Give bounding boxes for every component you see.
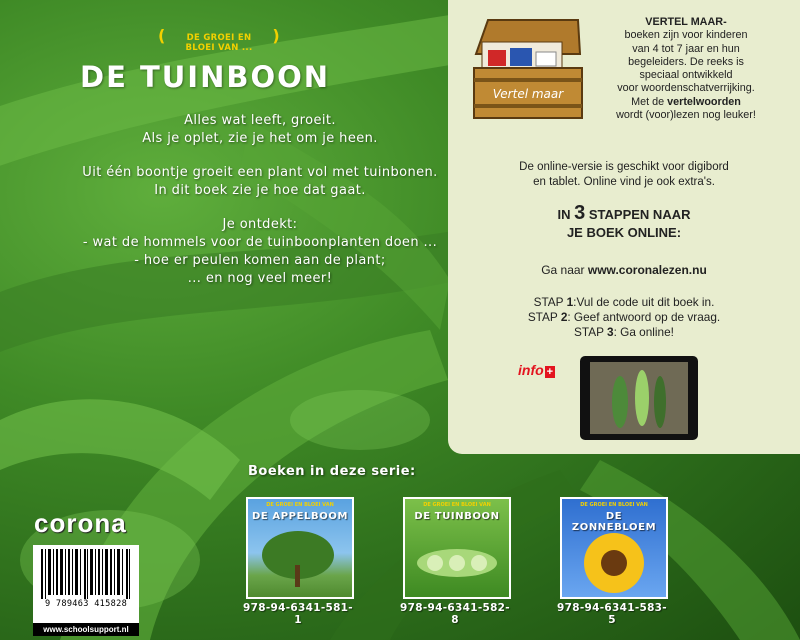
blurb-line: Je ontdekt: (222, 217, 298, 232)
blurb-paragraph-1 (0, 112, 520, 148)
corona-logo: corona (34, 508, 127, 538)
vertel-maar-description (586, 16, 786, 122)
series-tag: ( DE GROEI EN BLOEI VAN ... ) (158, 26, 280, 53)
blurb-line: Uit één boontje groeit een plant vol met tuinbonen. (82, 165, 438, 180)
description-line: boeken zijn voor kinderen (624, 29, 748, 42)
step-text: :Vul de code uit dit boek in. (573, 295, 715, 309)
book-title: DE TUINBOON (80, 60, 331, 94)
tablet-screen (590, 362, 688, 434)
tablet-image (580, 356, 698, 440)
vertel-maar-heading: VERTEL MAAR- (645, 16, 727, 28)
bean-pod-illustration (405, 499, 509, 597)
description-line: voor woordenschatverrijking. (617, 82, 755, 95)
apple-tree-illustration (248, 499, 352, 597)
series-tag-text: DE GROEI EN BLOEI VAN ... (185, 33, 253, 53)
book-thumbnail-title: DE APPELBOOM (252, 511, 348, 522)
website-url[interactable]: www.schoolsupport.nl (33, 623, 139, 636)
description-line: van 4 tot 7 jaar en hun (632, 42, 740, 55)
steps-heading-text: STAPPEN NAAR (585, 207, 691, 222)
book-thumbnail-title: DE ZONNEBLOEM (571, 511, 657, 533)
book-thumbnail-zonnebloem[interactable] (560, 497, 668, 599)
book-thumbnail-title: DE TUINBOON (414, 511, 500, 522)
goto-website (468, 263, 780, 277)
barcode (33, 545, 139, 623)
steps-heading (468, 204, 780, 242)
plus-icon: + (546, 366, 554, 378)
step-label: STAP (533, 295, 567, 309)
step-number: 1 (566, 295, 574, 309)
goto-text: Ga naar (541, 263, 588, 277)
book-series-tag: DE GROEI EN BLOEI VAN (580, 502, 648, 508)
vertelwoorden-emphasis: vertelwoorden (667, 95, 741, 108)
step-2 (468, 310, 780, 325)
isbn-appelboom: 978-94-6341-581-1 (243, 602, 353, 626)
blurb-paragraph-2 (0, 164, 520, 200)
blurb-line: In dit boek zie je hoe dat gaat. (154, 183, 366, 198)
step-label: STAP (574, 325, 608, 339)
sunflower-illustration (562, 499, 666, 597)
book-thumbnail-tuinboon[interactable] (403, 497, 511, 599)
online-version-note (468, 160, 780, 190)
isbn-tuinboon: 978-94-6341-582-8 (400, 602, 510, 626)
info-label: info (518, 362, 544, 378)
description-line: wordt (voor)lezen nog leuker! (616, 109, 756, 122)
description-line: begeleiders. De reeks is (628, 55, 744, 68)
step-label: STAP (527, 310, 561, 324)
note-line: en tablet. Online vind je ook extra's. (533, 176, 715, 188)
steps-heading-line2: JE BOEK ONLINE: (566, 225, 682, 240)
isbn-zonnebloem: 978-94-6341-583-5 (557, 602, 667, 626)
chest-label: Vertel maar (492, 87, 564, 101)
book-series-tag: DE GROEI EN BLOEI VAN (266, 502, 334, 508)
blurb-line: - wat de hommels voor de tuinboonplanten doen ... (82, 235, 438, 250)
step-3 (468, 325, 780, 340)
description-text: Met de (631, 95, 668, 108)
book-thumbnail-appelboom[interactable] (246, 497, 354, 599)
info-plus-badge (518, 362, 555, 378)
step-text: : Geef antwoord op de vraag. (567, 310, 721, 324)
step-text: : Ga online! (613, 325, 674, 339)
description-line (586, 96, 786, 109)
steps-heading-text: IN (557, 207, 575, 222)
step-number: 2 (560, 310, 568, 324)
blurb-line: Als je oplet, zie je het om je heen. (142, 131, 378, 146)
blurb-line: - hoe er peulen komen aan de plant; (134, 253, 386, 268)
blurb-paragraph-3 (0, 216, 520, 288)
bean-pods-photo (590, 362, 688, 434)
steps-count: 3 (574, 202, 586, 224)
series-label: Boeken in deze serie: (248, 464, 416, 479)
blurb-line: Alles wat leeft, groeit. (184, 113, 336, 128)
barcode-digits: 9 789463 415828 (44, 599, 128, 609)
step-number: 3 (607, 325, 614, 339)
note-line: De online-versie is geschikt voor digibord (519, 161, 729, 173)
book-series-tag: DE GROEI EN BLOEI VAN (423, 502, 491, 508)
description-line: speciaal ontwikkeld (639, 69, 733, 82)
blurb-line: ... en nog veel meer! (187, 271, 333, 286)
website-link[interactable]: www.coronalezen.nu (587, 263, 707, 277)
barcode-bars (41, 549, 131, 599)
treasure-chest-illustration (468, 14, 588, 126)
step-1 (468, 295, 780, 310)
